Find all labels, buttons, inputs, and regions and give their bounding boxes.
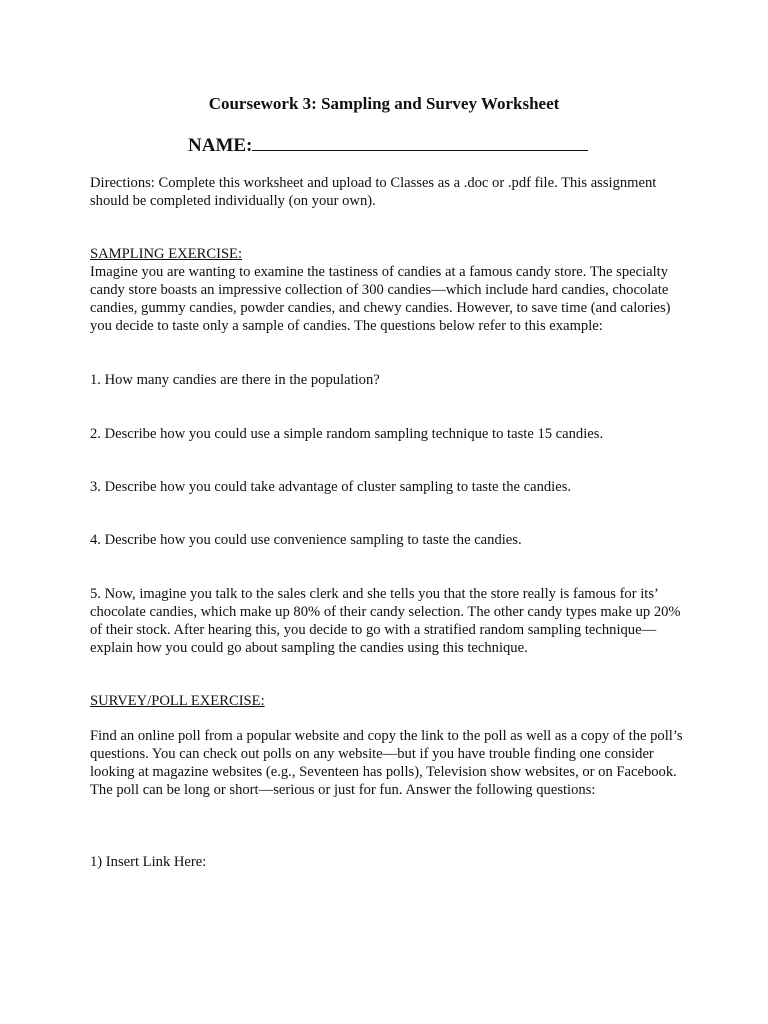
question-2: 2. Describe how you could use a simple random sampling technique to taste 15 candies. — [90, 426, 604, 442]
name-label: NAME: — [188, 135, 253, 156]
name-blank-line[interactable] — [252, 134, 588, 151]
document-title: Coursework 3: Sampling and Survey Worksheet — [208, 94, 560, 113]
insert-link-prompt: 1) Insert Link Here: — [90, 854, 207, 870]
question-3: 3. Describe how you could take advantage of cluster sampling to taste the candies. — [90, 479, 572, 495]
directions-paragraph: Directions: Complete this worksheet and upload to Classes as a .doc or .pdf file. This assignment should be completed individually (on your own). — [90, 175, 657, 209]
sampling-intro-paragraph: Imagine you are wanting to examine the tastiness of candies at a famous candy store. The specialty candy store boasts an impressive collection of 300 candies—which include hard candies, chocolate candies, gummy candies, powder candies, and chewy candies. However, to save time (and calories) you decide to taste only a sample of candies. The questions below refer to this example: — [90, 264, 671, 334]
survey-poll-heading: SURVEY/POLL EXERCISE: — [90, 693, 265, 709]
survey-intro-paragraph: Find an online poll from a popular website and copy the link to the poll as well as a copy of the poll’s questions. You can check out polls on any website—but if you have trouble finding one consider looking at magazine websites (e.g., Seventeen has polls), Television show websites, or on Facebook. The poll can be long or short—serious or just for fun. Answer the following questions: — [90, 728, 683, 798]
question-5: 5. Now, imagine you talk to the sales clerk and she tells you that the store really is famous for its’ chocolate candies, which make up 80% of their candy selection. The other candy types make up 20% of their stock. After hearing this, you decide to go with a stratified random sampling technique—explain how you could go about sampling the candies using this technique. — [90, 586, 681, 656]
question-1: 1. How many candies are there in the population? — [90, 372, 380, 388]
name-field — [188, 134, 588, 157]
question-4: 4. Describe how you could use convenience sampling to taste the candies. — [90, 532, 522, 548]
sampling-exercise-heading: SAMPLING EXERCISE: — [90, 246, 243, 262]
